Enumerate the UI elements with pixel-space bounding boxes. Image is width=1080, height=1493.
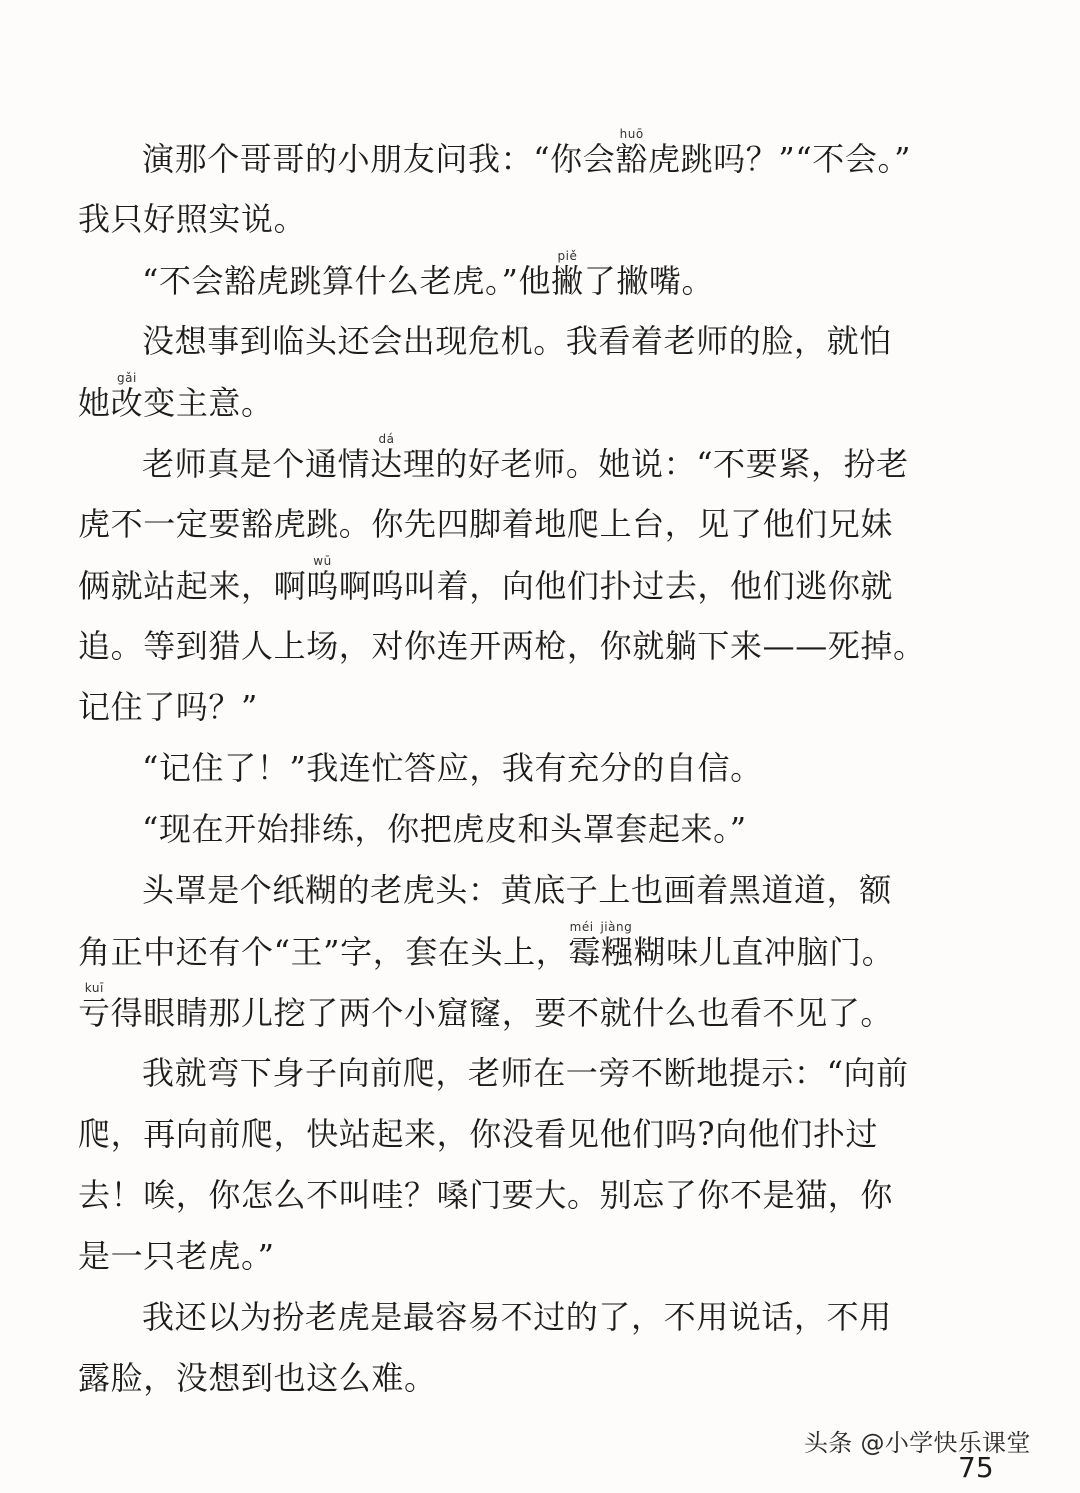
pinyin-annotation xyxy=(110,371,144,422)
text-line xyxy=(78,311,978,372)
text-run: 我还以为扮老虎是最容易不过的了，不用说话，不用 xyxy=(142,1298,892,1336)
text-line xyxy=(78,1104,978,1165)
annotated-character: 霉糨 xyxy=(568,933,634,971)
paragraph xyxy=(78,1287,978,1409)
paragraph xyxy=(78,860,978,1043)
text-run: 啊呜叫着，向他们扑过去，他们逃你就 xyxy=(338,567,894,605)
text-line xyxy=(78,921,978,982)
pinyin-annotation xyxy=(615,127,648,178)
text-run: 理的好老师。她说：“不要紧，扮老 xyxy=(402,445,909,483)
text-run: 她 xyxy=(78,384,111,422)
paragraph xyxy=(78,128,978,250)
text-line xyxy=(78,1165,978,1226)
annotated-character: 呜 xyxy=(306,567,339,605)
text-run: 爬，再向前爬，快站起来，你没看见他们吗?向他们扑过 xyxy=(78,1115,879,1153)
text-run: 我只好照实说。 xyxy=(78,200,307,238)
paragraph xyxy=(78,433,978,738)
text-line xyxy=(78,860,978,921)
text-line xyxy=(78,189,978,250)
pinyin-text: méi jiàng xyxy=(568,920,634,934)
text-run: 角正中还有个“王”字，套在头上， xyxy=(78,933,569,971)
text-line xyxy=(78,982,978,1043)
text-run: “记住了！”我连忙答应，我有充分的自信。 xyxy=(142,749,763,787)
text-line xyxy=(78,494,978,555)
text-run: “不会豁虎跳算什么老虎。”他 xyxy=(142,262,552,300)
text-line xyxy=(78,616,978,677)
paragraph xyxy=(78,1043,978,1287)
text-run: 俩就站起来，啊 xyxy=(78,567,307,605)
text-run: 追。等到猎人上场，对你连开两枪，你就躺下来——死掉。 xyxy=(78,627,926,665)
paragraph xyxy=(78,738,978,799)
annotated-character: 亏 xyxy=(78,994,111,1032)
text-run: 记住了吗？” xyxy=(78,688,258,726)
text-run: 得眼睛那儿挖了两个小窟窿，要不就什么也看不见了。 xyxy=(110,994,894,1032)
text-run: 露脸，没想到也这么难。 xyxy=(78,1359,437,1397)
text-line xyxy=(78,1043,978,1104)
pinyin-text: gǎi xyxy=(110,371,144,385)
text-run: 我就弯下身子向前爬，老师在一旁不断地提示：“向前 xyxy=(142,1054,909,1092)
pinyin-text: piě xyxy=(551,249,584,263)
annotated-character: 撇 xyxy=(551,262,584,300)
text-run: 虎不一定要豁虎跳。你先四脚着地爬上台，见了他们兄妹 xyxy=(78,505,894,543)
text-line xyxy=(78,372,978,433)
text-line xyxy=(78,1348,978,1409)
text-line xyxy=(78,128,978,189)
pinyin-annotation xyxy=(78,981,111,1032)
text-line xyxy=(78,738,978,799)
pinyin-text: dá xyxy=(370,432,403,446)
text-line xyxy=(78,433,978,494)
watermark: 头条 @小学快乐课堂 xyxy=(804,1429,1031,1457)
text-line xyxy=(78,555,978,616)
pinyin-text: kuī xyxy=(78,981,111,995)
pinyin-annotation xyxy=(551,249,584,300)
pinyin-text: huō xyxy=(615,127,648,141)
text-line xyxy=(78,1226,978,1287)
text-run: 头罩是个纸糊的老虎头：黄底子上也画着黑道道，额 xyxy=(142,871,892,909)
text-run: 了撇嘴。 xyxy=(583,262,715,300)
paragraph xyxy=(78,799,978,860)
text-line xyxy=(78,799,978,860)
text-run: 没想事到临头还会出现危机。我看着老师的脸，就怕 xyxy=(142,322,892,360)
text-run: 是一只老虎。” xyxy=(78,1237,275,1275)
paragraph xyxy=(78,250,978,311)
annotated-character: 达 xyxy=(370,445,403,483)
pinyin-annotation xyxy=(370,432,403,483)
text-line xyxy=(78,1287,978,1348)
text-run: 去！唉，你怎么不叫哇？嗓门要大。别忘了你不是猫，你 xyxy=(78,1176,894,1214)
annotated-character: 豁 xyxy=(615,140,648,178)
text-run: “现在开始排练，你把虎皮和头罩套起来。” xyxy=(142,810,747,848)
text-run: 演那个哥哥的小朋友问我：“你会 xyxy=(142,140,616,178)
text-run: 虎跳吗？”“不会。” xyxy=(647,140,912,178)
pinyin-annotation xyxy=(568,920,634,971)
text-run: 糊味儿直冲脑门。 xyxy=(633,933,895,971)
text-run: 变主意。 xyxy=(143,384,274,422)
page-number: 75 xyxy=(958,1451,994,1484)
paragraph xyxy=(78,311,978,433)
pinyin-annotation xyxy=(306,554,339,605)
pinyin-text: wū xyxy=(306,554,339,568)
annotated-character: 改 xyxy=(110,384,144,422)
text-run: 老师真是个通情 xyxy=(142,445,371,483)
text-body xyxy=(78,128,978,1409)
text-line xyxy=(78,677,978,738)
text-line xyxy=(78,250,978,311)
